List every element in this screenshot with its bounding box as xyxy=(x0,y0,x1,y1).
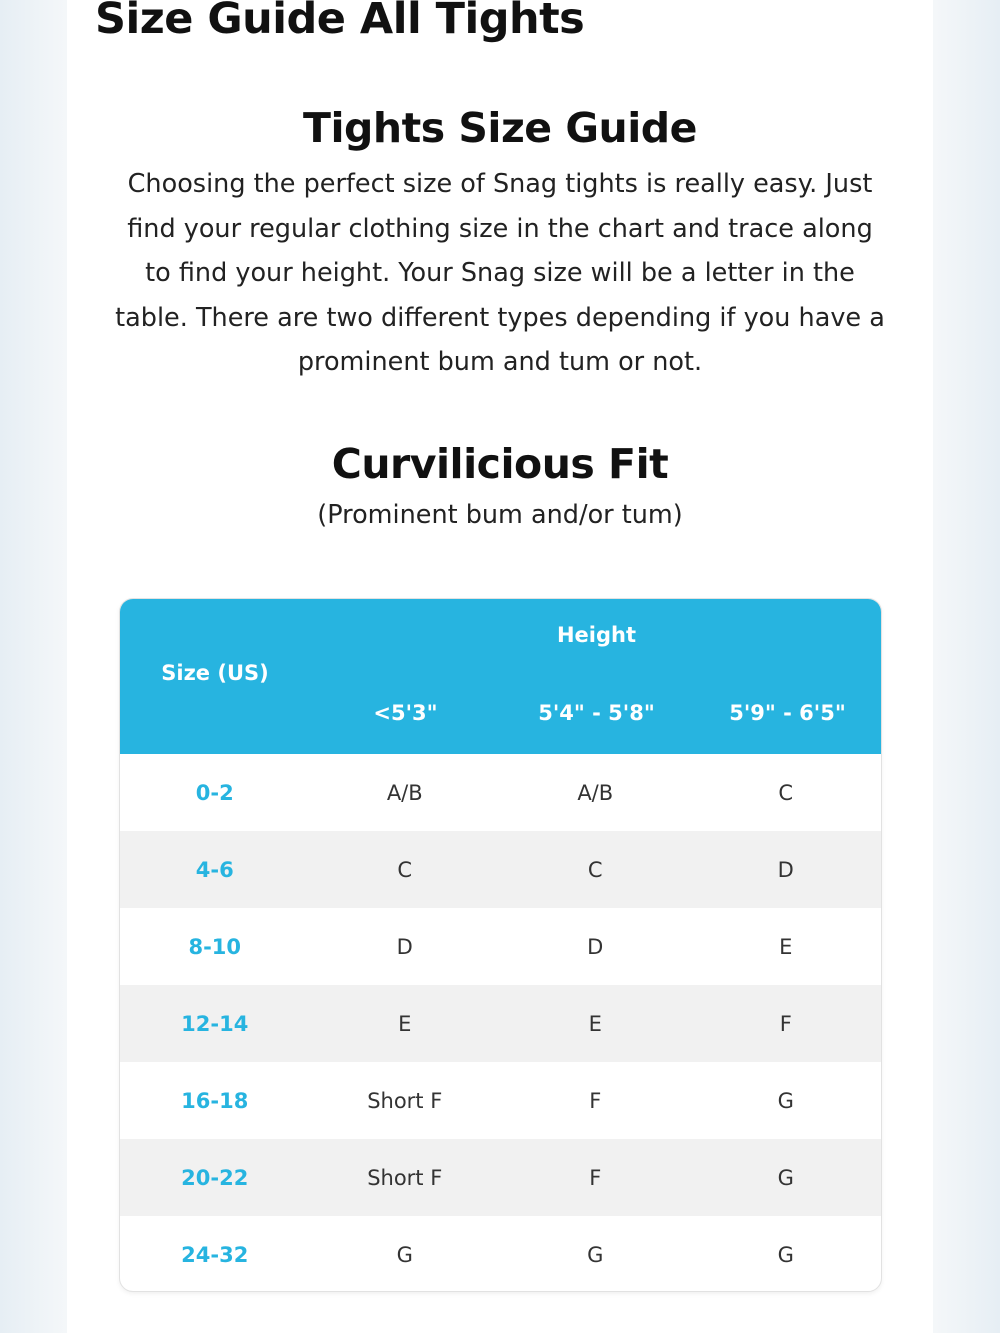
snag-size-cell: F xyxy=(779,1011,792,1036)
snag-size-cell: E xyxy=(398,1011,412,1036)
snag-size-cell: D xyxy=(396,934,413,959)
table-row xyxy=(120,1062,881,1139)
size-cell: 12-14 xyxy=(181,1011,249,1036)
snag-size-cell: A/B xyxy=(386,780,423,805)
guide-heading: Tights Size Guide xyxy=(303,104,697,152)
height-group-header: Height xyxy=(556,623,637,647)
fit-heading: Curvilicious Fit xyxy=(331,440,669,488)
table-row xyxy=(120,985,881,1062)
size-cell: 20-22 xyxy=(181,1165,249,1190)
snag-size-cell: G xyxy=(396,1242,413,1267)
table-header xyxy=(120,599,881,754)
snag-size-cell: G xyxy=(777,1165,794,1190)
snag-size-cell: C xyxy=(778,780,794,805)
table-row xyxy=(120,908,881,985)
table-row xyxy=(120,831,881,908)
snag-size-cell: F xyxy=(589,1165,602,1190)
snag-size-cell: C xyxy=(397,857,413,882)
snag-size-cell: F xyxy=(589,1088,602,1113)
snag-size-cell: D xyxy=(587,934,604,959)
size-column-header: Size (US) xyxy=(161,661,269,685)
snag-size-cell: D xyxy=(777,857,794,882)
size-table xyxy=(119,598,882,1292)
fit-subtitle: (Prominent bum and/or tum) xyxy=(317,500,683,530)
height-column-header: <5'3" xyxy=(373,701,438,725)
snag-size-cell: G xyxy=(777,1088,794,1113)
snag-size-cell: G xyxy=(587,1242,604,1267)
table-row xyxy=(120,1139,881,1216)
height-column-header: 5'9" - 6'5" xyxy=(729,701,846,725)
size-cell: 24-32 xyxy=(181,1242,249,1267)
guide-intro: Choosing the perfect size of Snag tights is really easy. Just find your regular clothing size in the chart and trace along to find your height. Your Snag size will be a letter in the table. There are two different types depending if you have a prominent bum and tum or not. xyxy=(115,169,885,377)
snag-size-cell: Short F xyxy=(367,1088,443,1113)
page-title: Size Guide All Tights xyxy=(95,0,585,44)
snag-size-cell: C xyxy=(587,857,603,882)
snag-size-cell: G xyxy=(777,1242,794,1267)
snag-size-cell: E xyxy=(779,934,793,959)
height-column-header: 5'4" - 5'8" xyxy=(538,701,655,725)
table-row xyxy=(120,754,881,831)
size-cell: 4-6 xyxy=(195,857,234,882)
snag-size-cell: E xyxy=(588,1011,602,1036)
page-content xyxy=(67,0,933,1333)
size-cell: 8-10 xyxy=(188,934,242,959)
snag-size-cell: Short F xyxy=(367,1165,443,1190)
snag-size-cell: A/B xyxy=(577,780,614,805)
size-cell: 0-2 xyxy=(195,780,234,805)
table-row xyxy=(120,1216,881,1292)
size-cell: 16-18 xyxy=(181,1088,249,1113)
